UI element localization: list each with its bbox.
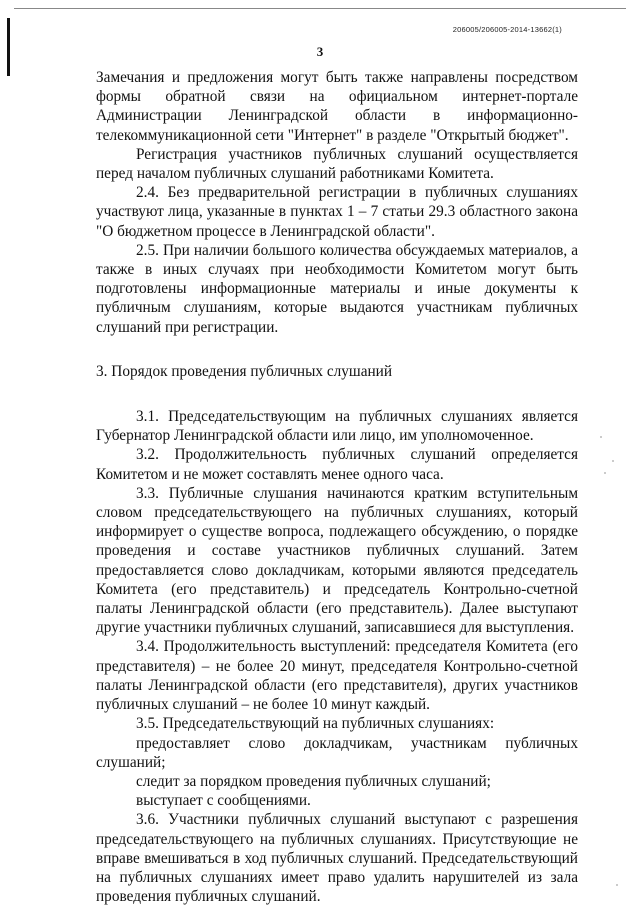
scan-top-edge: [14, 8, 626, 9]
scan-speckle: [600, 436, 602, 438]
document-id: 206005/206005-2014-13662(1): [452, 25, 562, 34]
paragraph: Регистрация участников публичных слушаний осуществляется перед началом публичных слушаний работниками Комитета.: [96, 145, 578, 183]
list-item: выступает с сообщениями.: [136, 792, 311, 810]
scan-speckle: [612, 460, 614, 462]
paragraph: 3.5. Председательствующий на публичных слушаниях:: [136, 715, 495, 733]
list-item: предоставляет слово докладчикам, участникам публичных слушаний;: [96, 734, 578, 771]
paragraph: 2.5. При наличии большого количества обсуждаемых материалов, а также в иных случаях при необходимости Комитетом могут быть подготовлены информационные материалы и иные документы к публичным слушаниям, которые выдаются участникам публичных слушаний при регистрации.: [96, 241, 578, 336]
document-body: [96, 68, 578, 906]
paragraph: 3.1. Председательствующим на публичных слушаниях является Губернатор Ленинградской области или лицо, им уполномоченное.: [96, 408, 578, 445]
section-heading: 3. Порядок проведения публичных слушаний: [96, 362, 393, 380]
list-item: следит за порядком проведения публичных слушаний;: [136, 772, 491, 790]
paragraph: 2.4. Без предварительной регистрации в публичных слушаниях участвуют лица, указанные в пунктах 1 – 7 статьи 29.3 областного закона "О бюджетном процессе в Ленинградской области".: [96, 184, 578, 240]
scan-speckle: [616, 884, 618, 886]
paragraph: 3.3. Публичные слушания начинаются кратким вступительным словом председательствующего на публичных слушаниях, который информирует о существе вопроса, подлежащего обсуждению, о порядке проведения и составе участников публичных слушаний. Затем предоставляется слово докладчикам, которыми являются председатель Комитета (его представитель) и председатель Контрольно-счетной палаты Ленинградской области (его представитель). Далее выступают другие участники публичных слушаний, записавшиеся для выступления.: [96, 484, 578, 637]
page-number: 3: [316, 44, 324, 59]
paragraph: 3.4. Продолжительность выступлений: председателя Комитета (его представителя) – не более 20 минут, председателя Контрольно-счетной палаты Ленинградской области (его представителя), других участников публичных слушаний – не более 10 минут каждый.: [96, 638, 578, 714]
paragraph: 3.6. Участники публичных слушаний выступают с разрешения председательствующего на публичных слушаниях. Присутствующие не вправе вмешиваться в ход публичных слушаний. Председательствующий на публичных слушаниях имеет право удалить нарушителей из зала проведения публичных слушаний.: [96, 811, 578, 906]
scan-speckle: [604, 472, 606, 474]
paragraph: 3.2. Продолжительность публичных слушаний определяется Комитетом и не может составлять менее одного часа.: [96, 446, 578, 483]
paragraph: Замечания и предложения могут быть также направлены посредством формы обратной связи на официальном интернет-портале Администрации Ленинградской области в информационно-телекоммуникационной сети "Интернет" в разделе "Открытый бюджет".: [96, 69, 578, 144]
